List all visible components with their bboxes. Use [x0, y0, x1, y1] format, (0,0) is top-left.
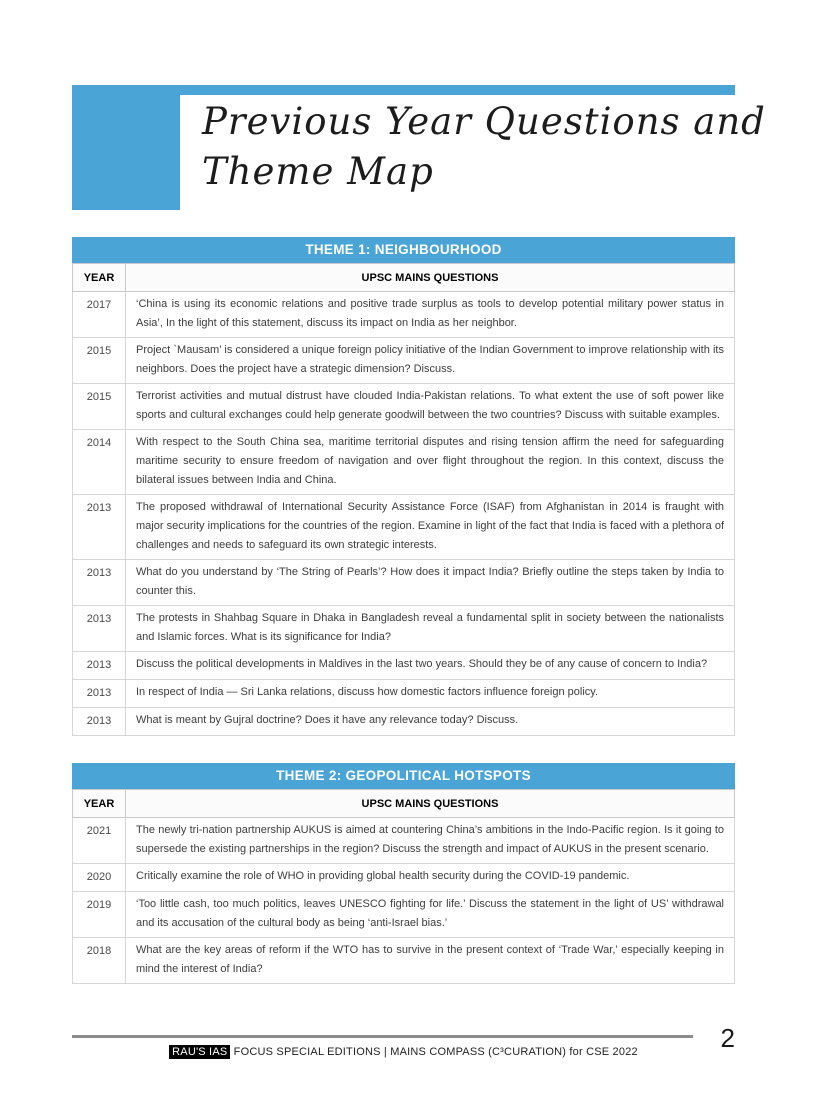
table-row [73, 892, 735, 938]
header-row [73, 264, 735, 292]
year-cell: 2013 [73, 495, 126, 560]
year-cell: 2015 [73, 338, 126, 384]
page-footer [72, 1023, 735, 1058]
page-title-line2: Theme Map [202, 150, 434, 193]
year-cell: 2015 [73, 384, 126, 430]
footer-text [72, 1046, 735, 1058]
theme-1-section [72, 237, 735, 736]
theme-2-table [72, 789, 735, 984]
question-cell: ‘Too little cash, too much politics, leaves UNESCO fighting for life.’ Discuss the statement in the light of US’ withdrawal and its accusation of the cultural body as being ‘anti-Israel bias.’ [126, 892, 735, 938]
question-cell: ‘China is using its economic relations and positive trade surplus as tools to develop potential military power status in Asia’, In the light of this statement, discuss its impact on India as her neighbor. [126, 292, 735, 338]
year-cell: 2019 [73, 892, 126, 938]
table-row [73, 708, 735, 736]
page-number: 2 [720, 1023, 735, 1053]
question-cell: The newly tri-nation partnership AUKUS is aimed at countering China’s ambitions in the Indo-Pacific region. Is it going to supersede the existing partnerships in the region? Discuss the strength and impact of AUKUS in the present scenario. [126, 818, 735, 864]
year-cell: 2013 [73, 680, 126, 708]
header-row [73, 790, 735, 818]
footer-rule [72, 1035, 693, 1038]
table-row [73, 938, 735, 984]
table-row [73, 495, 735, 560]
theme-2-table-head [73, 790, 735, 818]
brand-badge: RAU'S IAS [169, 1045, 230, 1059]
page-header [72, 85, 766, 210]
page-title [202, 85, 766, 197]
year-cell: 2021 [73, 818, 126, 864]
table-row [73, 292, 735, 338]
theme-1-table-head [73, 264, 735, 292]
year-column-header: YEAR [73, 790, 126, 818]
question-cell: Critically examine the role of WHO in providing global health security during the COVID-19 pandemic. [126, 864, 735, 892]
table-row [73, 430, 735, 495]
theme-1-table [72, 263, 735, 736]
table-row [73, 652, 735, 680]
year-cell: 2014 [73, 430, 126, 495]
question-cell: Project `Mausam’ is considered a unique foreign policy initiative of the Indian Government to improve relationship with its neighbors. Does the project have a strategic dimension? Discuss. [126, 338, 735, 384]
page-title-line1: Previous Year Questions and [202, 100, 766, 143]
table-row [73, 818, 735, 864]
table-row [73, 864, 735, 892]
year-cell: 2018 [73, 938, 126, 984]
theme-2-title: THEME 2: GEOPOLITICAL HOTSPOTS [72, 763, 735, 789]
year-cell: 2013 [73, 652, 126, 680]
question-cell: What are the key areas of reform if the WTO has to survive in the present context of ‘Trade War,’ especially keeping in mind the interest of India? [126, 938, 735, 984]
theme-1-title: THEME 1: NEIGHBOURHOOD [72, 237, 735, 263]
question-cell: With respect to the South China sea, maritime territorial disputes and rising tension affirm the need for safeguarding maritime security to ensure freedom of navigation and over flight throughout the region. In this context, discuss the bilateral issues between India and China. [126, 430, 735, 495]
year-cell: 2013 [73, 560, 126, 606]
questions-column-header: UPSC MAINS QUESTIONS [126, 264, 735, 292]
year-column-header: YEAR [73, 264, 126, 292]
year-cell: 2013 [73, 708, 126, 736]
question-cell: In respect of India — Sri Lanka relations, discuss how domestic factors influence foreign policy. [126, 680, 735, 708]
year-cell: 2013 [73, 606, 126, 652]
question-cell: What do you understand by ‘The String of Pearls’? How does it impact India? Briefly outline the steps taken by India to counter this. [126, 560, 735, 606]
year-cell: 2017 [73, 292, 126, 338]
question-cell: Terrorist activities and mutual distrust have clouded India-Pakistan relations. To what extent the use of soft power like sports and cultural exchanges could help generate goodwill between the two countries? Discuss with suitable examples. [126, 384, 735, 430]
theme-2-section [72, 763, 735, 984]
table-row [73, 680, 735, 708]
table-row [73, 606, 735, 652]
question-cell: Discuss the political developments in Maldives in the last two years. Should they be of any cause of concern to India? [126, 652, 735, 680]
table-row [73, 338, 735, 384]
question-cell: The proposed withdrawal of International Security Assistance Force (ISAF) from Afghanistan in 2014 is fraught with major security implications for the countries of the region. Examine in light of the fact that India is faced with a plethora of challenges and needs to safeguard its own strategic interests. [126, 495, 735, 560]
theme-1-table-body [73, 292, 735, 736]
question-cell: The protests in Shahbag Square in Dhaka in Bangladesh reveal a fundamental split in society between the nationalists and Islamic forces. What is its significance for India? [126, 606, 735, 652]
table-row [73, 560, 735, 606]
year-cell: 2020 [73, 864, 126, 892]
page-content [72, 85, 766, 984]
theme-2-table-body [73, 818, 735, 984]
header-accent-block [72, 85, 180, 210]
question-cell: What is meant by Gujral doctrine? Does it have any relevance today? Discuss. [126, 708, 735, 736]
footer-edition-text: FOCUS SPECIAL EDITIONS | MAINS COMPASS (C³CURATION) for CSE 2022 [230, 1046, 638, 1058]
table-row [73, 384, 735, 430]
questions-column-header: UPSC MAINS QUESTIONS [126, 790, 735, 818]
